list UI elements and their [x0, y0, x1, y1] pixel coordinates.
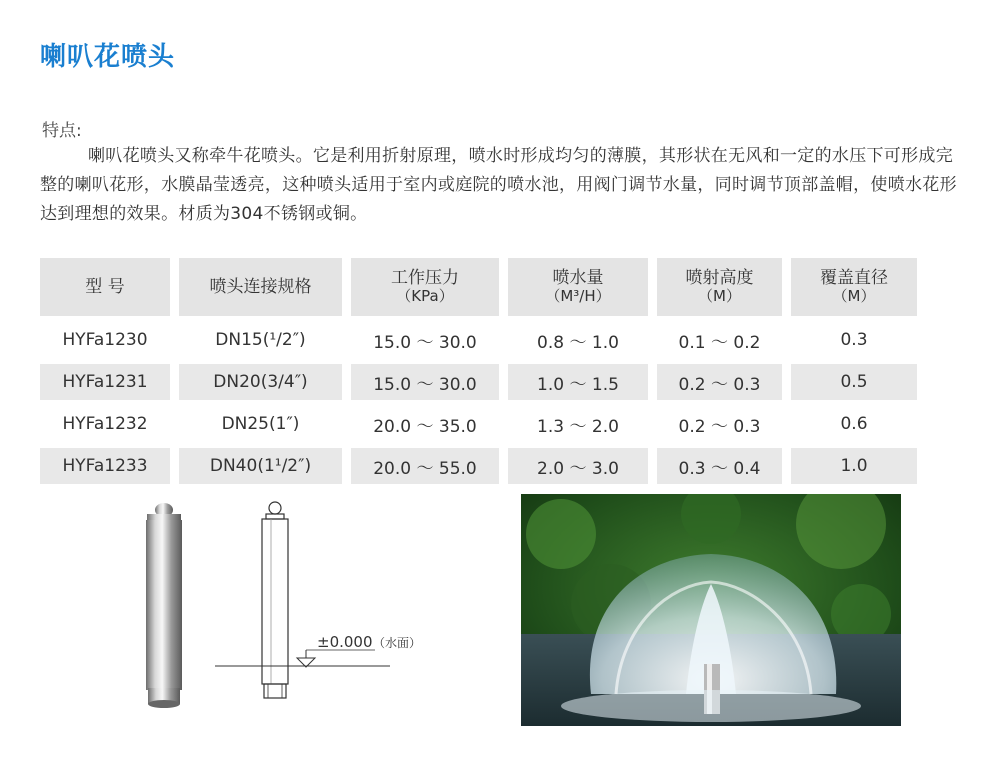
water-level-label: ±0.000	[317, 633, 373, 651]
water-level-note: （水面）	[373, 636, 422, 650]
cell-model: HYFa1233	[40, 448, 170, 484]
fountain-photo	[521, 494, 901, 726]
table-row	[40, 406, 920, 442]
page-title: 喇叭花喷头	[40, 42, 176, 72]
cell-height: 0.2 ～ 0.3	[678, 416, 761, 437]
table-header-row	[40, 258, 920, 316]
cell-model: HYFa1231	[40, 364, 170, 400]
cell-pressure: 20.0 ～ 55.0	[351, 448, 499, 484]
header-flow: 喷水量 （M³/H）	[508, 258, 648, 316]
cell-height: 0.1 ～ 0.2	[678, 332, 761, 353]
table-row	[40, 364, 920, 400]
nozzle-product-image	[133, 500, 193, 710]
description-text: 喇叭花喷头又称牵牛花喷头。它是利用折射原理，喷水时形成均匀的薄膜，其形状在无风和一定的水压下可形成完整的喇叭花形，水膜晶莹透亮，这种喷头适用于室内或庭院的喷水池，用阀门调节水量，同时调节顶部盖帽，使喷水花形达到理想的效果。材质为304不锈钢或铜。	[40, 146, 957, 224]
cell-flow: 0.8 ～ 1.0	[537, 332, 619, 353]
features-label: 特点:	[42, 121, 82, 141]
nozzle-technical-drawing	[205, 500, 425, 715]
cell-height: 0.3 ～ 0.4	[657, 448, 782, 484]
table-row	[40, 322, 920, 358]
cell-model: HYFa1230	[62, 330, 148, 350]
table-row	[40, 448, 920, 484]
header-diameter: 覆盖直径 （M）	[791, 258, 917, 316]
cell-diameter: 0.6	[840, 414, 868, 434]
cell-pressure: 20.0 ～ 35.0	[373, 416, 477, 437]
cell-pressure: 15.0 ～ 30.0	[351, 364, 499, 400]
cell-pressure: 15.0 ～ 30.0	[373, 332, 477, 353]
header-height: 喷射高度 （M）	[657, 258, 782, 316]
header-connection: 喷头连接规格	[179, 258, 342, 316]
cell-model: HYFa1232	[62, 414, 148, 434]
cell-height: 0.2 ～ 0.3	[657, 364, 782, 400]
cell-flow: 2.0 ～ 3.0	[508, 448, 648, 484]
cell-connection: DN25(1″)	[221, 414, 300, 434]
cell-diameter: 1.0	[791, 448, 917, 484]
cell-connection: DN15(¹/2″)	[215, 330, 306, 350]
cell-connection: DN20(3/4″)	[179, 364, 342, 400]
cell-diameter: 0.5	[791, 364, 917, 400]
cell-flow: 1.0 ～ 1.5	[508, 364, 648, 400]
cell-flow: 1.3 ～ 2.0	[537, 416, 619, 437]
header-model: 型 号	[40, 258, 170, 316]
cell-diameter: 0.3	[840, 330, 868, 350]
header-pressure: 工作压力 （KPa）	[351, 258, 499, 316]
cell-connection: DN40(1¹/2″)	[179, 448, 342, 484]
spec-table	[40, 258, 920, 484]
